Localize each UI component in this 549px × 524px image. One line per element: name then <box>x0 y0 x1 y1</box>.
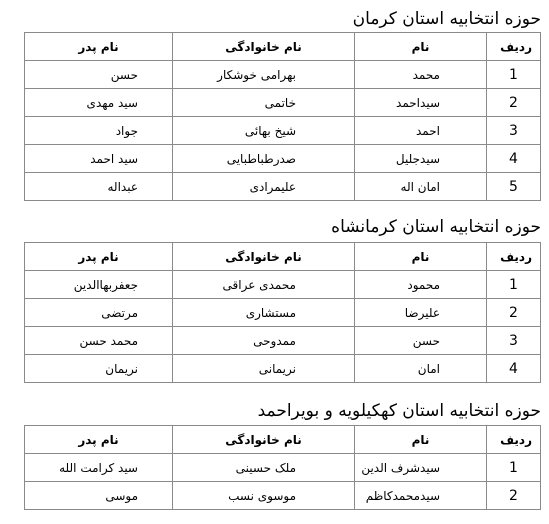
candidate-name: احمد <box>355 117 487 145</box>
candidate-father-name: سید احمد <box>25 145 173 173</box>
candidate-family-name: نریمانی <box>173 355 355 383</box>
candidate-father-name: جعفربهاالدین <box>25 271 173 299</box>
header-family-name: نام خانوادگی <box>173 33 355 61</box>
header-name: نام <box>355 243 487 271</box>
table-row <box>25 482 541 510</box>
header-name: نام <box>355 33 487 61</box>
candidate-name: امان <box>355 355 487 383</box>
row-number: 2 <box>487 299 541 327</box>
table-row <box>25 271 541 299</box>
candidates-table <box>24 425 541 510</box>
candidate-name: سیدمحمدکاظم <box>355 482 487 510</box>
candidate-family-name: بهرامی خوشکار <box>173 61 355 89</box>
header-row-number: ردیف <box>487 426 541 454</box>
candidate-father-name: سید مهدی <box>25 89 173 117</box>
candidate-family-name: ممدوحی <box>173 327 355 355</box>
table-row <box>25 117 541 145</box>
candidate-father-name: سید کرامت الله <box>25 454 173 482</box>
candidate-name: سیدشرف الدین <box>355 454 487 482</box>
candidate-name: محمود <box>355 271 487 299</box>
candidate-father-name: جواد <box>25 117 173 145</box>
candidate-name: سیداحمد <box>355 89 487 117</box>
header-family-name: نام خانوادگی <box>173 426 355 454</box>
candidate-name: سیدجلیل <box>355 145 487 173</box>
row-number: 5 <box>487 173 541 201</box>
table-row <box>25 145 541 173</box>
row-number: 1 <box>487 61 541 89</box>
row-number: 1 <box>487 271 541 299</box>
candidate-name: امان اله <box>355 173 487 201</box>
candidate-father-name: مرتضی <box>25 299 173 327</box>
table-header-row <box>25 33 541 61</box>
candidate-family-name: علیمرادی <box>173 173 355 201</box>
row-number: 1 <box>487 454 541 482</box>
row-number: 3 <box>487 327 541 355</box>
table-row <box>25 89 541 117</box>
table-header-row <box>25 426 541 454</box>
candidate-family-name: موسوی نسب <box>173 482 355 510</box>
section-title: حوزه انتخابیه استان کهکیلویه و بویراحمد <box>257 401 541 421</box>
candidate-name: علیرضا <box>355 299 487 327</box>
header-father-name: نام پدر <box>25 243 173 271</box>
table-row <box>25 299 541 327</box>
table-row <box>25 355 541 383</box>
row-number: 2 <box>487 89 541 117</box>
table-row <box>25 327 541 355</box>
candidate-family-name: خاتمی <box>173 89 355 117</box>
row-number: 4 <box>487 355 541 383</box>
table-header-row <box>25 243 541 271</box>
table-row <box>25 454 541 482</box>
candidate-father-name: محمد حسن <box>25 327 173 355</box>
table-row <box>25 173 541 201</box>
header-row-number: ردیف <box>487 243 541 271</box>
candidate-family-name: صدرطباطبایی <box>173 145 355 173</box>
candidate-family-name: محمدی عراقی <box>173 271 355 299</box>
candidate-father-name: موسی <box>25 482 173 510</box>
header-row-number: ردیف <box>487 33 541 61</box>
row-number: 3 <box>487 117 541 145</box>
header-name: نام <box>355 426 487 454</box>
table-row <box>25 61 541 89</box>
candidate-father-name: نریمان <box>25 355 173 383</box>
candidates-table <box>24 32 541 201</box>
section-title: حوزه انتخابیه استان کرمانشاه <box>331 217 541 237</box>
candidate-family-name: ملک حسینی <box>173 454 355 482</box>
header-father-name: نام پدر <box>25 426 173 454</box>
candidate-family-name: مستشاری <box>173 299 355 327</box>
candidate-father-name: حسن <box>25 61 173 89</box>
candidates-table <box>24 242 541 383</box>
candidate-name: محمد <box>355 61 487 89</box>
row-number: 2 <box>487 482 541 510</box>
row-number: 4 <box>487 145 541 173</box>
candidate-father-name: عبداله <box>25 173 173 201</box>
section-title: حوزه انتخابیه استان کرمان <box>352 9 541 29</box>
candidate-family-name: شیخ بهائی <box>173 117 355 145</box>
header-father-name: نام پدر <box>25 33 173 61</box>
candidate-name: حسن <box>355 327 487 355</box>
header-family-name: نام خانوادگی <box>173 243 355 271</box>
